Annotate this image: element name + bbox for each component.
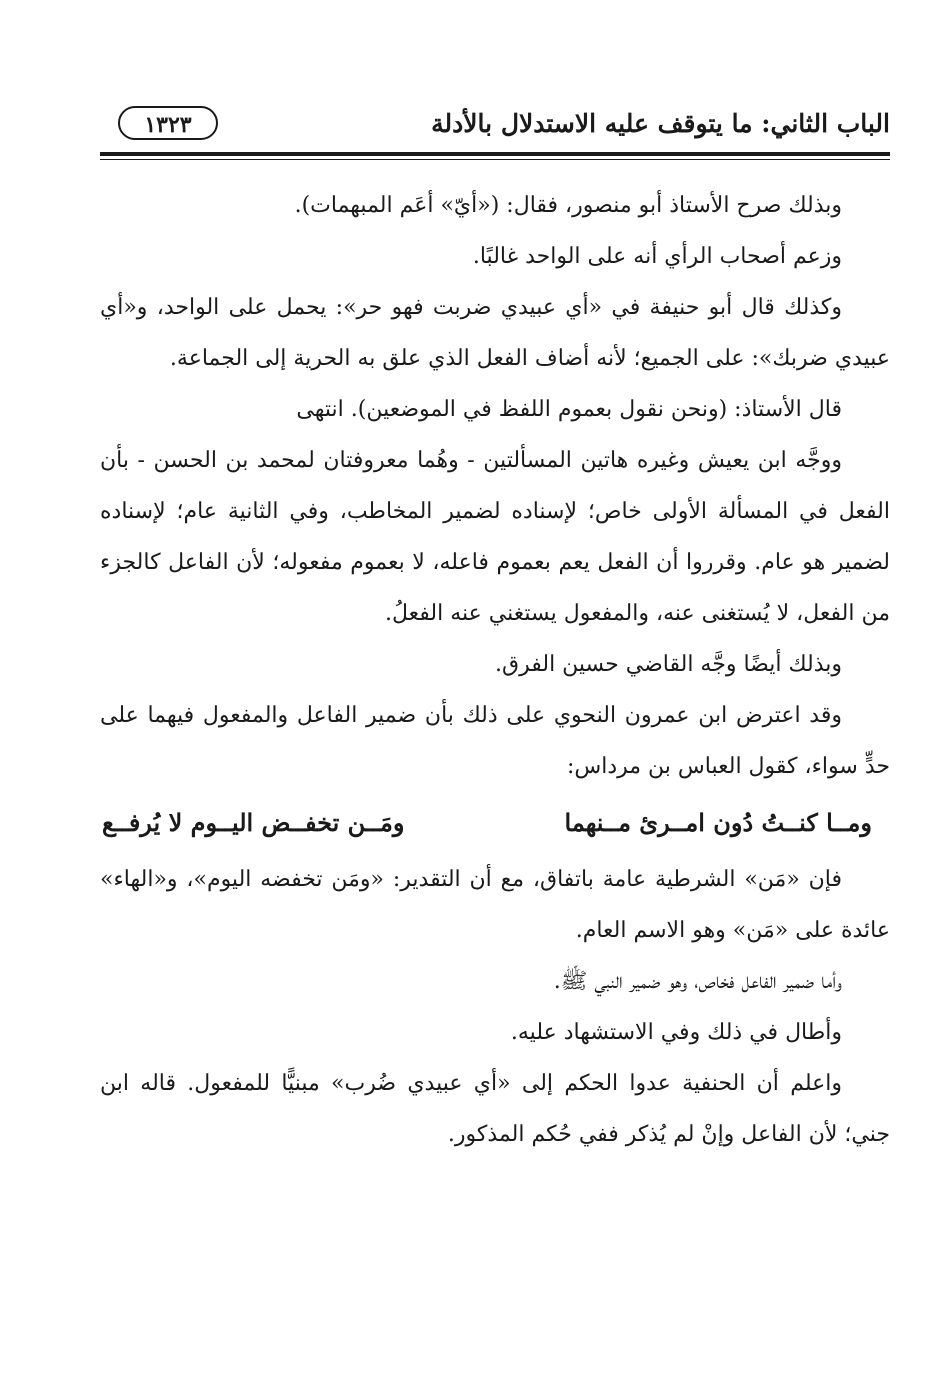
paragraph-3: وكذلك قال أبو حنيفة في «أي عبيدي ضربت فهو حر»: يحمل على الواحد، و«أي عبيدي ضربك»: على الجميع؛ لأنه أضاف الفعل الذي علق به الحرية إلى الجماعة. <box>100 295 890 371</box>
paragraph-11: واعلم أن الحنفية عدوا الحكم إلى «أي عبيدي ضُرب» مبنيًّا للمفعول. قاله ابن جني؛ لأن الفاعل وإنْ لم يُذكر ففي حُكم المذكور. <box>100 1071 890 1147</box>
page-number-badge: ١٣٢٣ <box>118 106 218 140</box>
running-header <box>100 100 890 150</box>
paragraph-8: فإن «مَن» الشرطية عامة باتفاق، مع أن التقدير: «ومَن تخفضه اليوم»، و«الهاء» عائدة على «مَن» وهو الاسم العام. <box>100 867 890 943</box>
verse-first-hemistich: ومــا كنــتُ دُون امــرئ مــنهما <box>564 808 872 837</box>
verse-second-hemistich: ومَــن تخفــض اليــوم لا يُرفــع <box>102 808 405 837</box>
paragraph-7: وقد اعترض ابن عمرون النحوي على ذلك بأن ضمير الفاعل والمفعول فيهما على حدٍّ سواء، كقول العباس بن مرداس: <box>100 703 890 779</box>
paragraph-9: وأما ضمير الفاعل فخاص، وهو ضمير النبي ﷺ. <box>553 969 842 994</box>
paragraph-4: قال الأستاذ: (ونحن نقول بعموم اللفظ في الموضعين). انتهى <box>296 397 842 422</box>
paragraph-2: وزعم أصحاب الرأي أنه على الواحد غالبًا. <box>472 244 842 269</box>
paragraph-6: وبذلك أيضًا وجَّه القاضي حسين الفرق. <box>495 652 842 677</box>
paragraph-5: ووجَّه ابن يعيش وغيره هاتين المسألتين - وهُما معروفتان لمحمد بن الحسن - بأن الفعل في المسألة الأولى خاص؛ لإسناده لضمير المخاطب، وفي الثانية عام؛ لإسناده لضمير هو عام. وقرروا أن الفعل يعم بعموم فاعله، لا بعموم مفعوله؛ لأن الفاعل كالجزء من الفعل، لا يُستغنى عنه، والمفعول يستغني عنه الفعلُ. <box>100 448 890 626</box>
main-text <box>100 180 890 1160</box>
chapter-title: الباب الثاني: ما يتوقف عليه الاستدلال بالأدلة <box>431 109 890 138</box>
paragraph-1: وبذلك صرح الأستاذ أبو منصور، فقال: («أيّ» أعَم المبهمات). <box>294 193 842 218</box>
paragraph-10: وأطال في ذلك وفي الاستشهاد عليه. <box>510 1020 842 1045</box>
header-rule-thin <box>100 159 890 160</box>
header-rule-thick <box>100 152 890 156</box>
poetry-verse <box>100 792 890 854</box>
